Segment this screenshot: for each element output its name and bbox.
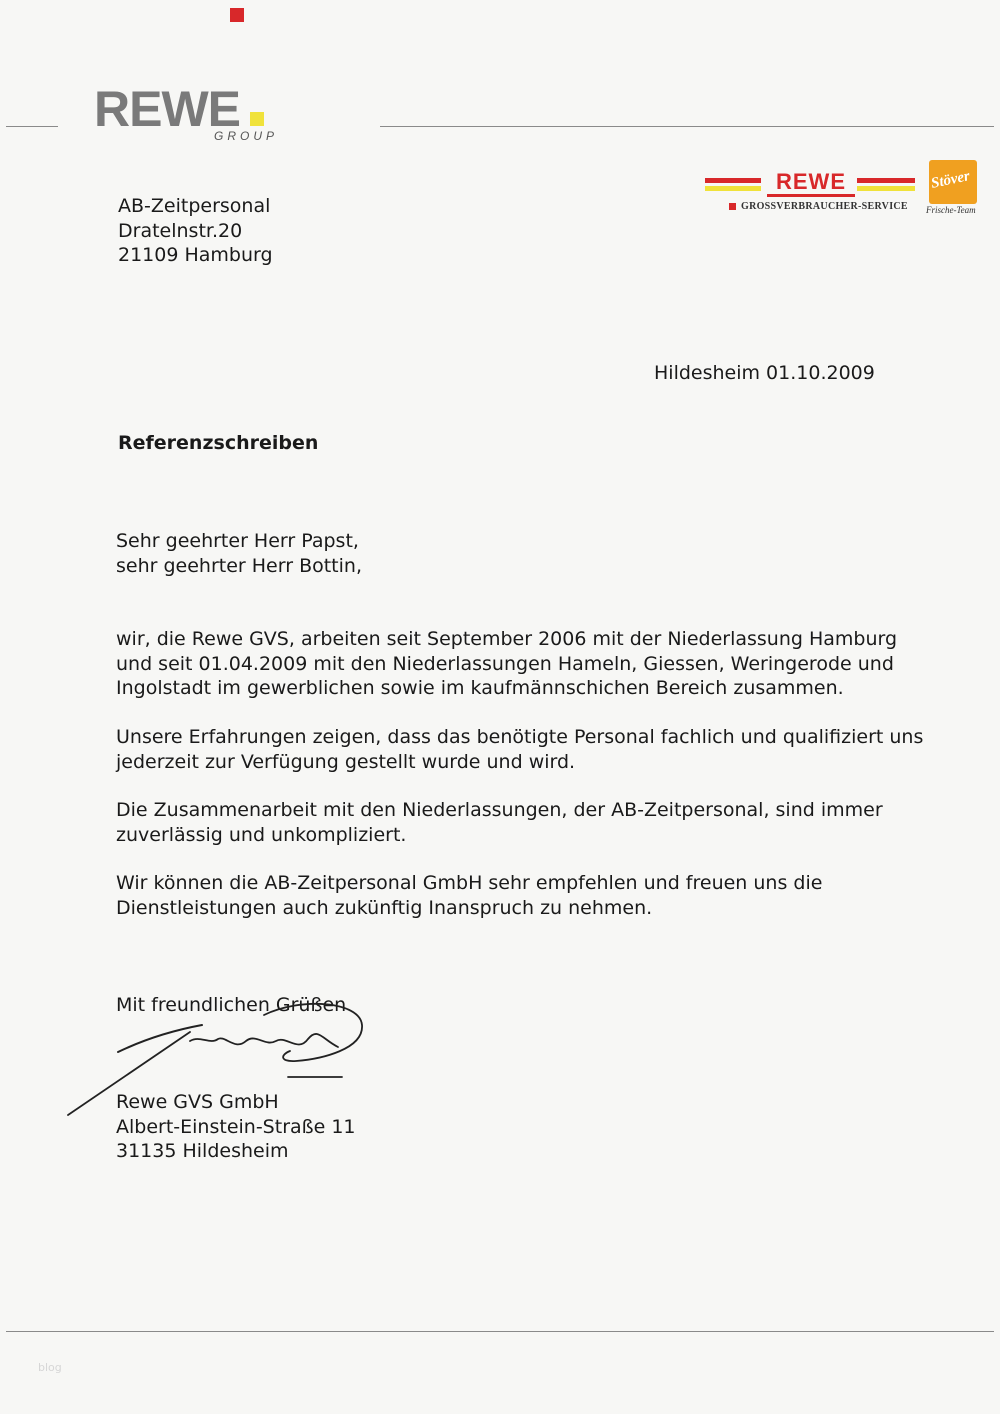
body-paragraph-2 [116,725,923,774]
salutation-line-1: Sehr geehrter Herr Papst, [116,530,359,552]
paragraph-line: Ingolstadt im gewerblichen sowie im kaufmännschichen Bereich zusammen. [116,677,844,699]
sender-line-2: Albert-Einstein-Straße 11 [116,1115,356,1138]
place-date: Hildesheim 01.10.2009 [654,362,875,384]
rewe-logo-yellow-square [250,112,264,126]
sender-address [116,1090,356,1164]
paragraph-line: und seit 01.04.2009 mit den Niederlassungen Hameln, Giessen, Weringerode und [116,652,894,675]
paragraph-line: wir, die Rewe GVS, arbeiten seit September 2006 mit der Niederlassung Hamburg [116,628,898,650]
gvs-yellow-bar-right [857,186,915,191]
body-paragraph-4 [116,871,822,920]
header-rule-right [380,126,994,127]
stover-team: Frische-Team [926,205,976,215]
paragraph-line: Unsere Erfahrungen zeigen, dass das benötigte Personal fachlich und qualifiziert uns [116,726,924,748]
rewe-logo-red-square [230,8,244,22]
paragraph-line: jederzeit zur Verfügung gestellt wurde und wird. [116,750,576,773]
gvs-subtitle: GROSSVERBRAUCHER-SERVICE [741,201,908,212]
salutation [116,529,362,578]
closing-greeting: Mit freundlichen Grüßen [116,994,347,1016]
paragraph-line: zuverlässig und unkompliziert. [116,823,407,846]
gvs-yellow-bar-left [705,186,761,191]
rewe-logo-group-text: GROUP [214,129,279,143]
rewe-gvs-logo [705,170,917,216]
gvs-red-bar-right [857,178,915,183]
recipient-line-2: Dratelnstr.20 [118,219,243,242]
gvs-brand-text: REWE [767,170,855,197]
gvs-red-bar-left [705,178,761,183]
recipient-line-1: AB-Zeitpersonal [118,195,271,217]
sender-line-1: Rewe GVS GmbH [116,1091,279,1113]
footer-rule [6,1331,994,1332]
rewe-logo-text: REWE [94,81,240,137]
sender-line-3: 31135 Hildesheim [116,1140,289,1162]
letter-subject: Referenzschreiben [118,432,319,454]
paragraph-line: Die Zusammenarbeit mit den Niederlassungen, der AB-Zeitpersonal, sind immer [116,799,883,821]
body-paragraph-1 [116,627,897,701]
recipient-address [118,194,273,268]
salutation-line-2: sehr geehrter Herr Bottin, [116,554,362,577]
rewe-group-logo [94,81,284,144]
header-rule-left [6,126,58,127]
footer-watermark: blog [38,1361,62,1374]
paragraph-line: Dienstleistungen auch zukünftig Inanspruch zu nehmen. [116,896,653,919]
stover-name: Stöver [929,168,972,192]
body-paragraph-3 [116,798,883,847]
paragraph-line: Wir können die AB-Zeitpersonal GmbH sehr empfehlen und freuen uns die [116,872,823,894]
stover-logo [926,160,986,218]
recipient-line-3: 21109 Hamburg [118,244,273,266]
gvs-square-icon [729,203,736,210]
